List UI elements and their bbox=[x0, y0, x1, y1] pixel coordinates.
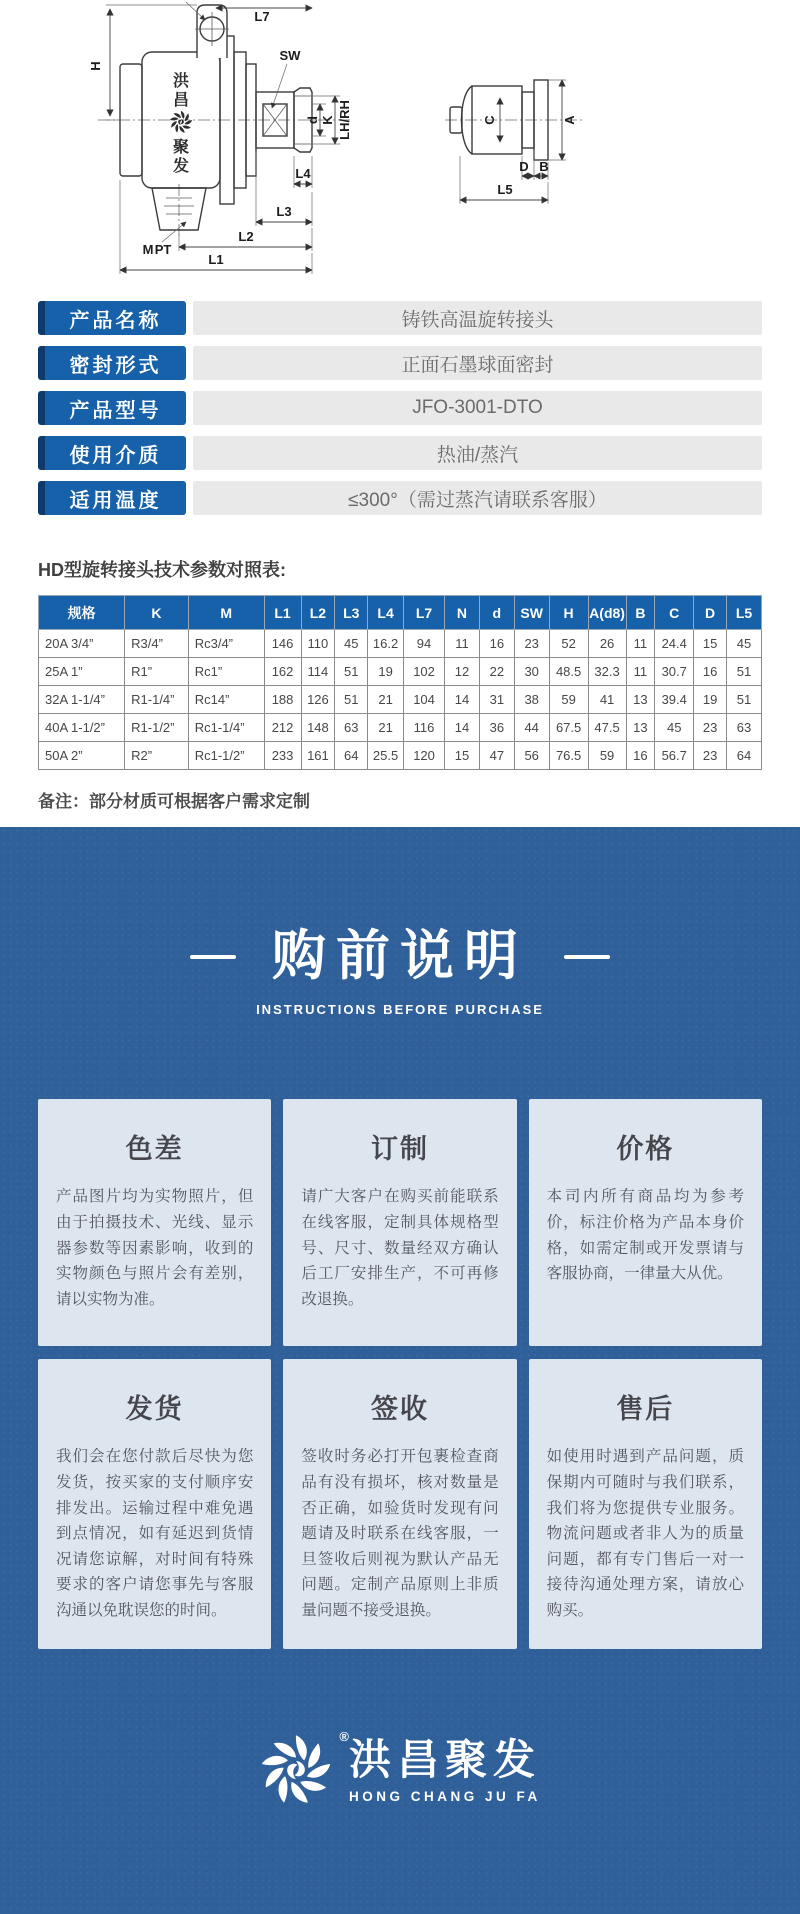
dim-label-l7: L7 bbox=[254, 9, 270, 24]
cell: 126 bbox=[301, 686, 335, 714]
table-row bbox=[39, 714, 762, 742]
info-cards-grid bbox=[38, 1099, 762, 1649]
cell: 45 bbox=[727, 630, 762, 658]
brand-footer bbox=[38, 1729, 762, 1807]
title-line-left bbox=[190, 955, 236, 959]
cell: 212 bbox=[264, 714, 301, 742]
dim-label-l4: L4 bbox=[295, 166, 311, 181]
cell: 48.5 bbox=[549, 658, 588, 686]
cell: 16.2 bbox=[368, 630, 404, 658]
front-view bbox=[120, 5, 312, 230]
cell: 20A 3/4” bbox=[39, 630, 125, 658]
params-header-row bbox=[39, 596, 762, 630]
spec-row-product-name bbox=[38, 301, 762, 335]
spec-label: 产品名称 bbox=[38, 301, 186, 335]
card-title: 售后 bbox=[616, 1394, 675, 1425]
card-body: 请广大客户在购买前能联系在线客服，定制具体规格型号、尺寸、数量经双方确认后工厂安排生产，不可再修改退换。 bbox=[301, 1188, 499, 1308]
cell: 39.4 bbox=[655, 686, 694, 714]
cell: 120 bbox=[404, 742, 445, 770]
spec-row-temperature bbox=[38, 481, 762, 515]
cell: 30.7 bbox=[655, 658, 694, 686]
cell: 25A 1” bbox=[39, 658, 125, 686]
spec-value: ≤300°（需过蒸汽请联系客服） bbox=[193, 481, 762, 515]
dim-label-d2: D bbox=[519, 159, 529, 174]
cell: 19 bbox=[368, 658, 404, 686]
card-after-sales bbox=[529, 1359, 762, 1649]
dim-label-l5: L5 bbox=[497, 182, 513, 197]
cell: 41 bbox=[588, 686, 626, 714]
dimension-labels bbox=[88, 9, 577, 267]
cell: 114 bbox=[301, 658, 335, 686]
card-price bbox=[529, 1099, 762, 1346]
cell: Rc1” bbox=[188, 658, 264, 686]
cell: 45 bbox=[335, 630, 368, 658]
col-header: M bbox=[188, 596, 264, 630]
cell: 63 bbox=[727, 714, 762, 742]
card-color-difference bbox=[38, 1099, 271, 1346]
col-header: L2 bbox=[301, 596, 335, 630]
cell: 12 bbox=[445, 658, 480, 686]
cell: 13 bbox=[626, 686, 655, 714]
table-row bbox=[39, 658, 762, 686]
cell: Rc1-1/4” bbox=[188, 714, 264, 742]
col-header: L1 bbox=[264, 596, 301, 630]
brand-logo-icon-wrap bbox=[259, 1729, 349, 1807]
spec-row-model bbox=[38, 391, 762, 425]
cell: 146 bbox=[264, 630, 301, 658]
cell: 51 bbox=[335, 686, 368, 714]
card-title: 订制 bbox=[370, 1134, 429, 1165]
cell: 26 bbox=[588, 630, 626, 658]
purchase-instructions-section bbox=[0, 827, 800, 1914]
cell: R2” bbox=[125, 742, 189, 770]
cell: 11 bbox=[626, 630, 655, 658]
brand-char-4: 发 bbox=[172, 158, 190, 175]
col-header: C bbox=[655, 596, 694, 630]
cell: 13 bbox=[626, 714, 655, 742]
card-body: 本司内所有商品均为参考价，标注价格为产品本身价格，如需定制或开发票请与客服协商，一律量大从优。 bbox=[546, 1188, 744, 1283]
cell: 56 bbox=[514, 742, 549, 770]
brand-text-column bbox=[349, 1737, 541, 1804]
col-header: L5 bbox=[727, 596, 762, 630]
cell: 40A 1-1/2” bbox=[39, 714, 125, 742]
spec-label: 密封形式 bbox=[38, 346, 186, 380]
card-body: 如使用时遇到产品问题，质保期内可随时与我们联系，我们将为您提供专业服务。物流问题或者非人为的质量问题，都有专门售后一对一接待沟通处理方案，请放心购买。 bbox=[546, 1448, 744, 1619]
cell: 36 bbox=[479, 714, 514, 742]
table-row bbox=[39, 630, 762, 658]
cell: 32.3 bbox=[588, 658, 626, 686]
spec-row-seal-type bbox=[38, 346, 762, 380]
col-header: D bbox=[694, 596, 727, 630]
spec-label: 适用温度 bbox=[38, 481, 186, 515]
cell: 23 bbox=[694, 714, 727, 742]
cell: 25.5 bbox=[368, 742, 404, 770]
card-body: 我们会在您付款后尽快为您发货，按买家的支付顺序安排发出。运输过程中难免遇到点情况，如有延迟到货情况请您谅解，对时间有特殊要求的客户请您事先与客服沟通以免耽误您的时间。 bbox=[56, 1448, 254, 1619]
dim-label-h: H bbox=[88, 61, 103, 71]
cell: 64 bbox=[335, 742, 368, 770]
cell: 52 bbox=[549, 630, 588, 658]
table-row bbox=[39, 686, 762, 714]
cell: 161 bbox=[301, 742, 335, 770]
card-title: 色差 bbox=[125, 1134, 184, 1165]
dim-label-lh-rh: LH/RH bbox=[337, 100, 352, 140]
cell: 116 bbox=[404, 714, 445, 742]
brand-name-cn: 洪昌聚发 bbox=[348, 1735, 541, 1783]
cell: 44 bbox=[514, 714, 549, 742]
dim-label-m: M bbox=[142, 242, 154, 257]
cell: 47.5 bbox=[588, 714, 626, 742]
cell: 21 bbox=[368, 686, 404, 714]
cell: 32A 1-1/4” bbox=[39, 686, 125, 714]
cell: 45 bbox=[655, 714, 694, 742]
cell: 148 bbox=[301, 714, 335, 742]
cell: 11 bbox=[445, 630, 480, 658]
card-shipping bbox=[38, 1359, 271, 1649]
dim-label-pt: PT bbox=[154, 242, 172, 257]
cell: 59 bbox=[588, 742, 626, 770]
cell: 104 bbox=[404, 686, 445, 714]
cell: 56.7 bbox=[655, 742, 694, 770]
cell: 59 bbox=[549, 686, 588, 714]
brand-char-1: 洪 bbox=[172, 73, 190, 90]
brand-pinwheel-icon bbox=[169, 111, 192, 134]
title-line-right bbox=[564, 955, 610, 959]
dim-label-sw: SW bbox=[279, 48, 301, 63]
brand-char-3: 聚 bbox=[172, 139, 190, 156]
section-title-row bbox=[38, 927, 762, 986]
rotary-joint-diagram bbox=[0, 0, 800, 300]
cell: R1-1/2” bbox=[125, 714, 189, 742]
cell: R3/4” bbox=[125, 630, 189, 658]
col-header: A(d8) bbox=[588, 596, 626, 630]
section-subtitle: INSTRUCTIONS BEFORE PURCHASE bbox=[256, 1002, 544, 1018]
cell: 188 bbox=[264, 686, 301, 714]
cell: 50A 2” bbox=[39, 742, 125, 770]
cell: 21 bbox=[368, 714, 404, 742]
cell: 16 bbox=[479, 630, 514, 658]
spec-row-medium bbox=[38, 436, 762, 470]
cell: 11 bbox=[626, 658, 655, 686]
cell: 31 bbox=[479, 686, 514, 714]
cell: 63 bbox=[335, 714, 368, 742]
cell: 24.4 bbox=[655, 630, 694, 658]
dim-label-l3: L3 bbox=[276, 204, 292, 219]
params-table-heading: HD型旋转接头技术参数对照表: bbox=[38, 560, 286, 580]
cell: 23 bbox=[514, 630, 549, 658]
cell: 38 bbox=[514, 686, 549, 714]
col-header: L7 bbox=[404, 596, 445, 630]
spec-label: 使用介质 bbox=[38, 436, 186, 470]
cell: R1” bbox=[125, 658, 189, 686]
section-title: 购前说明 bbox=[272, 926, 528, 986]
cell: 76.5 bbox=[549, 742, 588, 770]
dim-label-c: C bbox=[482, 115, 497, 125]
col-header: K bbox=[125, 596, 189, 630]
card-body: 产品图片均为实物照片，但由于拍摄技术、光线、显示器参数等因素影响，收到的实物颜色与照片会有差别，请以实物为准。 bbox=[56, 1188, 254, 1308]
col-header: H bbox=[549, 596, 588, 630]
dim-label-l1: L1 bbox=[208, 252, 224, 267]
cell: 233 bbox=[264, 742, 301, 770]
cell: 30 bbox=[514, 658, 549, 686]
card-title: 发货 bbox=[125, 1394, 184, 1425]
cell: R1-1/4” bbox=[125, 686, 189, 714]
cell: Rc14” bbox=[188, 686, 264, 714]
cell: 102 bbox=[404, 658, 445, 686]
col-header: L3 bbox=[335, 596, 368, 630]
cell: 19 bbox=[694, 686, 727, 714]
cell: 51 bbox=[727, 686, 762, 714]
cell: 64 bbox=[727, 742, 762, 770]
cell: 51 bbox=[727, 658, 762, 686]
col-header: d bbox=[479, 596, 514, 630]
brand-name-en: HONG CHANG JU FA bbox=[348, 1788, 541, 1804]
dim-label-l2: L2 bbox=[238, 229, 254, 244]
cell: Rc1-1/2” bbox=[188, 742, 264, 770]
cell: 47 bbox=[479, 742, 514, 770]
cell: 14 bbox=[445, 714, 480, 742]
technical-drawing bbox=[0, 0, 800, 300]
cell: 22 bbox=[479, 658, 514, 686]
table-note: 备注：部分材质可根据客户需求定制 bbox=[38, 792, 310, 811]
cell: Rc3/4” bbox=[188, 630, 264, 658]
dim-label-b: B bbox=[539, 159, 549, 174]
registered-trademark-icon: ® bbox=[339, 1729, 349, 1745]
spec-value: 热油/蒸汽 bbox=[193, 436, 762, 470]
product-spec-list bbox=[38, 301, 762, 515]
cell: 15 bbox=[445, 742, 480, 770]
card-title: 签收 bbox=[370, 1394, 429, 1425]
cell: 110 bbox=[301, 630, 335, 658]
card-body: 签收时务必打开包裹检查商品有没有损坏，核对数量是否正确，如验货时发现有问题请及时联系在线客服，一旦签收后则视为默认产品无问题。定制产品原则上非质量问题不接受退换。 bbox=[301, 1448, 499, 1619]
spec-value: 正面石墨球面密封 bbox=[193, 346, 762, 380]
cell: 16 bbox=[626, 742, 655, 770]
pinwheel-logo-icon bbox=[259, 1733, 333, 1807]
cell: 14 bbox=[445, 686, 480, 714]
card-customization bbox=[283, 1099, 516, 1346]
spec-label: 产品型号 bbox=[38, 391, 186, 425]
col-header: SW bbox=[514, 596, 549, 630]
dim-label-a: A bbox=[562, 115, 577, 125]
cell: 15 bbox=[694, 630, 727, 658]
cell: 94 bbox=[404, 630, 445, 658]
dim-label-d: d bbox=[305, 116, 320, 124]
cell: 51 bbox=[335, 658, 368, 686]
col-header: B bbox=[626, 596, 655, 630]
cell: 16 bbox=[694, 658, 727, 686]
cell: 23 bbox=[694, 742, 727, 770]
col-header: L4 bbox=[368, 596, 404, 630]
col-header: N bbox=[445, 596, 480, 630]
dim-label-k: K bbox=[320, 115, 335, 125]
cell: 162 bbox=[264, 658, 301, 686]
spec-value: 铸铁高温旋转接头 bbox=[193, 301, 762, 335]
table-row bbox=[39, 742, 762, 770]
housing-brand bbox=[169, 72, 192, 175]
card-receiving bbox=[283, 1359, 516, 1649]
params-table bbox=[38, 595, 762, 770]
card-title: 价格 bbox=[616, 1134, 675, 1165]
cell: 67.5 bbox=[549, 714, 588, 742]
brand-char-2: 昌 bbox=[172, 92, 190, 109]
spec-value: JFO-3001-DTO bbox=[193, 391, 762, 425]
col-header: 规格 bbox=[39, 596, 125, 630]
